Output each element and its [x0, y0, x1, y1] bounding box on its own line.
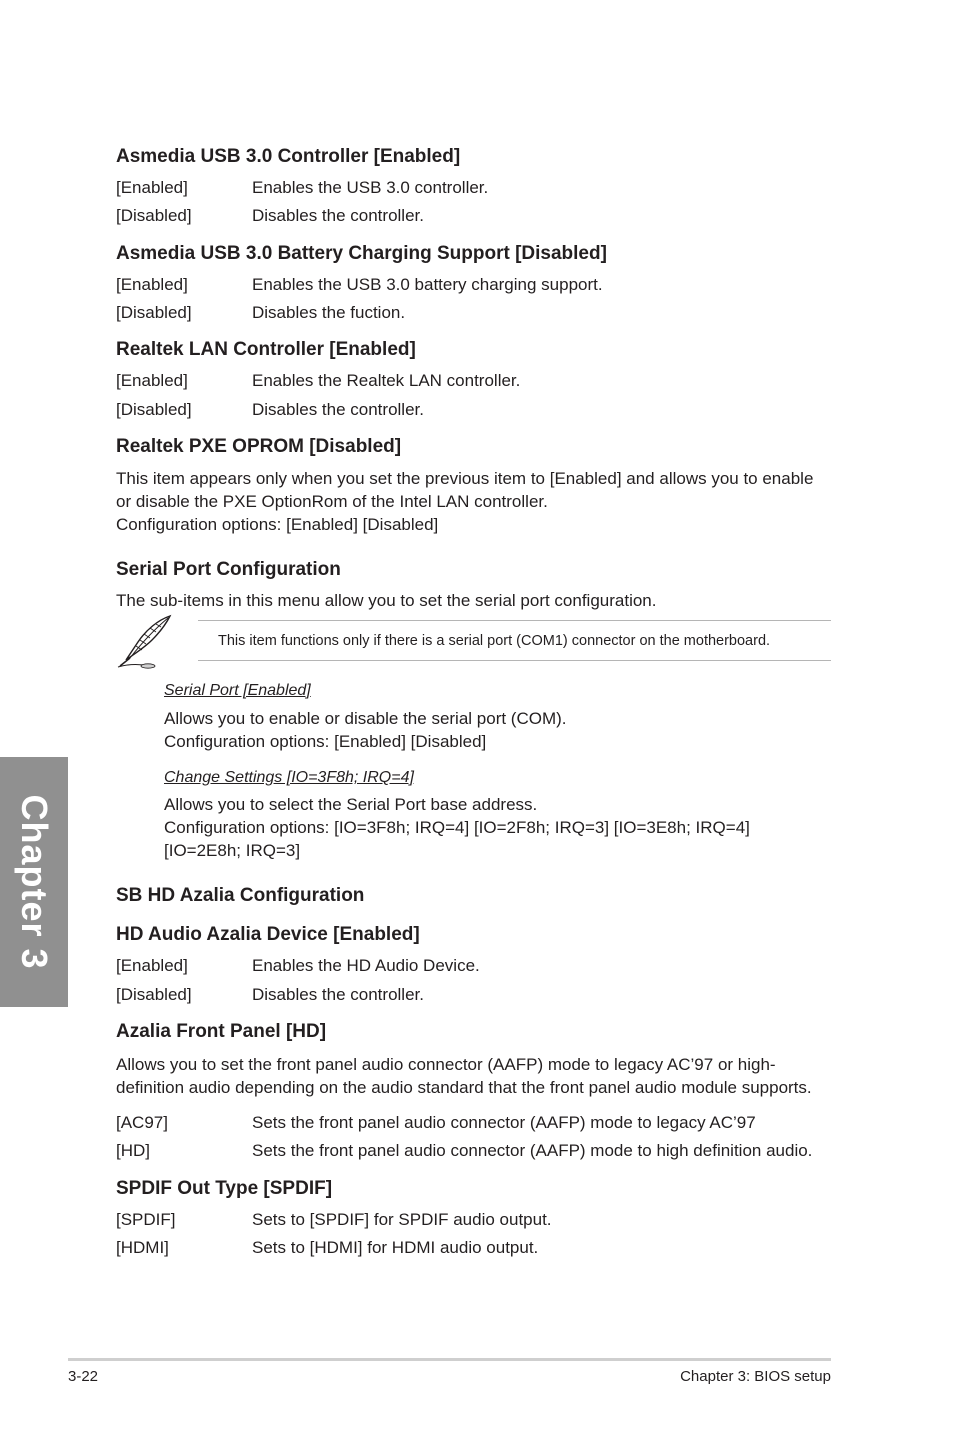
paragraph-line: Allows you to set the front panel audio connector (AAFP) mode to legacy AC’97 or high-	[116, 1055, 776, 1074]
option-description: Enables the HD Audio Device.	[252, 956, 480, 975]
section-title-serial-port-config: Serial Port Configuration	[116, 559, 341, 580]
subsection-title-serial-port: Serial Port [Enabled]	[164, 682, 311, 699]
section-title-lan-controller: Realtek LAN Controller [Enabled]	[116, 339, 416, 360]
option-description: Sets to [SPDIF] for SPDIF audio output.	[252, 1210, 552, 1229]
section-title-usb30-charging: Asmedia USB 3.0 Battery Charging Support [Disabled]	[116, 243, 607, 264]
option-description: Sets the front panel audio connector (AAFP) mode to legacy AC’97	[252, 1113, 756, 1132]
option-description: Enables the USB 3.0 controller.	[252, 178, 489, 197]
option-description: Sets the front panel audio connector (AAFP) mode to high definition audio.	[252, 1141, 813, 1160]
subsection-paragraph-change-settings	[164, 793, 750, 862]
paragraph-line: or disable the PXE OptionRom of the Intel LAN controller.	[116, 492, 548, 511]
option-label: [HDMI]	[116, 1238, 169, 1257]
section-paragraph-azalia-front-panel	[116, 1053, 812, 1099]
section-title-usb30-controller: Asmedia USB 3.0 Controller [Enabled]	[116, 146, 461, 167]
section-title-hd-audio-device: HD Audio Azalia Device [Enabled]	[116, 924, 420, 945]
section-intro-serial-port: The sub-items in this menu allow you to set the serial port configuration.	[116, 591, 657, 610]
option-label: [Disabled]	[116, 400, 192, 419]
chapter-label: Chapter 3	[14, 794, 55, 970]
footer-rule	[68, 1358, 831, 1361]
quill-pen-icon	[114, 614, 174, 670]
paragraph-line: Configuration options: [IO=3F8h; IRQ=4] [IO=2F8h; IRQ=3] [IO=3E8h; IRQ=4]	[164, 818, 750, 837]
option-label: [Enabled]	[116, 178, 188, 197]
paragraph-line: definition audio depending on the audio standard that the front panel audio module supports.	[116, 1078, 812, 1097]
option-description: Disables the controller.	[252, 400, 424, 419]
option-label: [Disabled]	[116, 303, 192, 322]
option-label: [Enabled]	[116, 371, 188, 390]
paragraph-line: Allows you to select the Serial Port base address.	[164, 795, 538, 814]
subsection-title-change-settings: Change Settings [IO=3F8h; IRQ=4]	[164, 769, 414, 786]
section-title-spdif-out: SPDIF Out Type [SPDIF]	[116, 1178, 333, 1199]
section-title-pxe-oprom: Realtek PXE OPROM [Disabled]	[116, 436, 402, 457]
paragraph-line: Configuration options: [Enabled] [Disabled]	[164, 732, 487, 751]
subsection-paragraph-serial-port	[164, 707, 567, 753]
option-label: [Enabled]	[116, 275, 188, 294]
option-description: Enables the Realtek LAN controller.	[252, 371, 521, 390]
paragraph-line: [IO=2E8h; IRQ=3]	[164, 841, 301, 860]
section-paragraph-pxe-oprom	[116, 467, 813, 536]
option-label: [HD]	[116, 1141, 150, 1160]
note-top-rule	[198, 620, 831, 621]
option-label: [Disabled]	[116, 206, 192, 225]
option-label: [Enabled]	[116, 956, 188, 975]
paragraph-line: Allows you to enable or disable the serial port (COM).	[164, 709, 567, 728]
option-description: Disables the fuction.	[252, 303, 406, 322]
option-description: Enables the USB 3.0 battery charging support.	[252, 275, 603, 294]
option-label: [SPDIF]	[116, 1210, 176, 1229]
page-number: 3-22	[68, 1368, 99, 1385]
note-text: This item functions only if there is a serial port (COM1) connector on the motherboard.	[218, 633, 771, 649]
note-bottom-rule	[198, 660, 831, 661]
chapter-side-tab	[0, 757, 68, 1007]
footer-chapter-title: Chapter 3: BIOS setup	[680, 1368, 831, 1385]
option-description: Sets to [HDMI] for HDMI audio output.	[252, 1238, 539, 1257]
section-title-sb-hd-azalia: SB HD Azalia Configuration	[116, 885, 365, 906]
paragraph-line: This item appears only when you set the previous item to [Enabled] and allows you to enable	[116, 469, 814, 488]
option-description: Disables the controller.	[252, 985, 424, 1004]
paragraph-line: Configuration options: [Enabled] [Disabled]	[116, 515, 439, 534]
option-description: Disables the controller.	[252, 206, 424, 225]
section-title-azalia-front-panel: Azalia Front Panel [HD]	[116, 1021, 327, 1042]
option-label: [AC97]	[116, 1113, 168, 1132]
option-label: [Disabled]	[116, 985, 192, 1004]
